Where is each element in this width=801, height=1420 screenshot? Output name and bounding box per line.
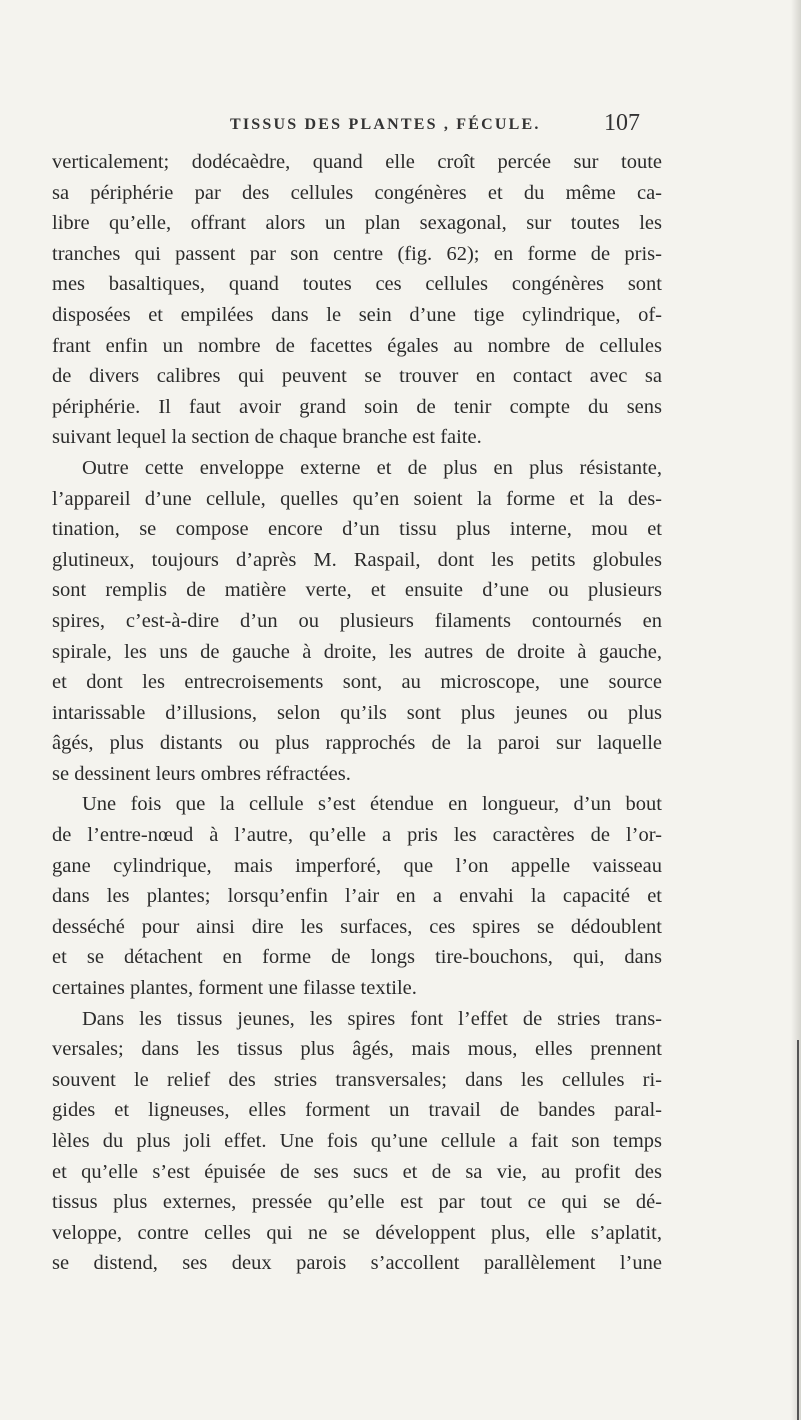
running-title: TISSUS DES PLANTES , FÉCULE. bbox=[230, 116, 541, 133]
text-line: Outre cette enveloppe externe et de plus en plus résistante, bbox=[82, 456, 662, 479]
page-number: 107 bbox=[604, 110, 640, 136]
text-line: Dans les tissus jeunes, les spires font l’effet de stries trans- bbox=[82, 1007, 662, 1030]
text-line: gides et ligneuses, elles forment un travail de bandes paral- bbox=[52, 1099, 662, 1122]
text-line: intarissable d’illusions, selon qu’ils sont plus jeunes ou plus bbox=[52, 701, 662, 724]
text-line: se dessinent leurs ombres réfractées. bbox=[52, 762, 351, 785]
page-edge-line bbox=[797, 1040, 799, 1420]
body-text bbox=[52, 147, 662, 1279]
text-line: suivant lequel la section de chaque branche est faite. bbox=[52, 426, 482, 449]
text-line: et qu’elle s’est épuisée de ses sucs et de sa vie, au profit des bbox=[52, 1160, 662, 1183]
text-line: spirale, les uns de gauche à droite, les autres de droite à gauche, bbox=[52, 640, 662, 663]
text-line: sont remplis de matière verte, et ensuite d’une ou plusieurs bbox=[52, 579, 662, 602]
text-line: lèles du plus joli effet. Une fois qu’une cellule a fait son temps bbox=[52, 1130, 662, 1152]
text-line: tissus plus externes, pressée qu’elle est par tout ce qui se dé- bbox=[52, 1191, 662, 1214]
text-line: certaines plantes, forment une filasse textile. bbox=[52, 977, 417, 1000]
text-line: de divers calibres qui peuvent se trouver en contact avec sa bbox=[52, 365, 662, 388]
text-line: frant enfin un nombre de facettes égales au nombre de cellules bbox=[52, 334, 662, 357]
text-line: glutineux, toujours d’après M. Raspail, dont les petits globules bbox=[52, 548, 662, 571]
text-line: disposées et empilées dans le sein d’une tige cylindrique, of- bbox=[52, 303, 662, 326]
text-line: périphérie. Il faut avoir grand soin de tenir compte du sens bbox=[52, 395, 662, 418]
text-line: desséché pour ainsi dire les surfaces, ces spires se dédoublent bbox=[52, 915, 662, 938]
text-line: et dont les entrecroisements sont, au microscope, une source bbox=[52, 671, 662, 694]
text-line: de l’entre-nœud à l’autre, qu’elle a pris les caractères de l’or- bbox=[52, 824, 662, 847]
page-edge-shadow bbox=[791, 0, 801, 1420]
text-line: sa périphérie par des cellules congénères et du même ca- bbox=[52, 181, 662, 204]
text-line: l’appareil d’une cellule, quelles qu’en soient la forme et la des- bbox=[52, 487, 662, 510]
text-line: et se détachent en forme de longs tire-bouchons, qui, dans bbox=[52, 946, 662, 969]
text-line: Une fois que la cellule s’est étendue en longueur, d’un bout bbox=[82, 793, 662, 816]
text-line: mes basaltiques, quand toutes ces cellules congénères sont bbox=[52, 273, 662, 296]
text-line: versales; dans les tissus plus âgés, mais mous, elles prennent bbox=[52, 1038, 662, 1061]
text-line: tranches qui passent par son centre (fig. 62); en forme de pris- bbox=[52, 242, 662, 265]
text-line: se distend, ses deux parois s’accollent parallèlement l’une bbox=[52, 1252, 662, 1275]
text-line: verticalement; dodécaèdre, quand elle croît percée sur toute bbox=[52, 151, 662, 173]
running-head bbox=[0, 112, 801, 142]
text-line: âgés, plus distants ou plus rapprochés de la paroi sur laquelle bbox=[52, 732, 662, 755]
text-line: gane cylindrique, mais imperforé, que l’on appelle vaisseau bbox=[52, 854, 662, 877]
text-line: souvent le relief des stries transversales; dans les cellules ri- bbox=[52, 1068, 662, 1091]
text-line: libre qu’elle, offrant alors un plan sexagonal, sur toutes les bbox=[52, 212, 662, 235]
text-line: dans les plantes; lorsqu’enfin l’air en a envahi la capacité et bbox=[52, 885, 662, 908]
text-line: veloppe, contre celles qui ne se développent plus, elle s’aplatit, bbox=[52, 1221, 662, 1244]
text-line: spires, c’est-à-dire d’un ou plusieurs filaments contournés en bbox=[52, 609, 662, 632]
text-line: tination, se compose encore d’un tissu plus interne, mou et bbox=[52, 518, 662, 541]
